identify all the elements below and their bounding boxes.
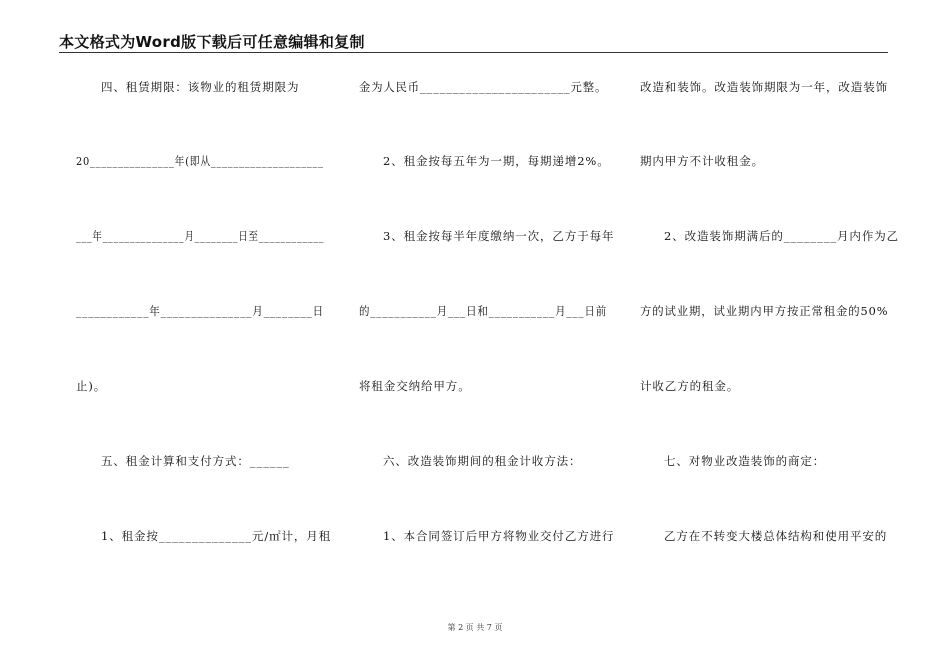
text-line: 改造和装饰。改造装饰期限为一年，改造装饰 <box>640 80 888 94</box>
text-line: 20_______________年(即从____________________ <box>76 154 324 168</box>
text-line: 方的试业期，试业期内甲方按正常租金的50% <box>640 304 889 318</box>
text-line: 乙方在不转变大楼总体结构和使用平安的 <box>664 529 888 543</box>
text-line: 五、租金计算和支付方式：______ <box>101 454 290 468</box>
text-line: 金为人民币_______________________元整。 <box>359 80 608 94</box>
text-line: ____________年_______________月________日 <box>76 304 324 318</box>
page-number-footer: 第 2 页 共 7 页 <box>447 623 503 632</box>
text-line: 1、租金按______________元/㎡计，月租 <box>101 529 332 543</box>
text-line: 2、改造装饰期满后的________月内作为乙 <box>664 229 900 243</box>
text-line: 七、对物业改造装饰的商定： <box>664 454 826 468</box>
text-line: 将租金交纳给甲方。 <box>359 379 471 393</box>
header-divider <box>59 52 888 53</box>
text-line: 的___________月___日和___________月___日前 <box>359 304 607 318</box>
text-line: 四、租赁期限：该物业的租赁期限为 <box>101 80 300 94</box>
text-line: ___年_______________月________日至____________ <box>76 229 325 243</box>
text-line: 1、本合同签订后甲方将物业交付乙方进行 <box>383 529 615 543</box>
text-line: 2、租金按每五年为一期，每期递增2%。 <box>383 154 610 168</box>
text-line: 3、租金按每半年度缴纳一次，乙方于每年 <box>383 229 615 243</box>
text-line: 期内甲方不计收租金。 <box>640 154 764 168</box>
document-header-title: 本文格式为Word版下载后可任意编辑和复制 <box>59 33 365 51</box>
text-line: 六、改造装饰期间的租金计收方法： <box>383 454 582 468</box>
text-line: 计收乙方的租金。 <box>640 379 740 393</box>
text-line: 止)。 <box>76 379 107 393</box>
